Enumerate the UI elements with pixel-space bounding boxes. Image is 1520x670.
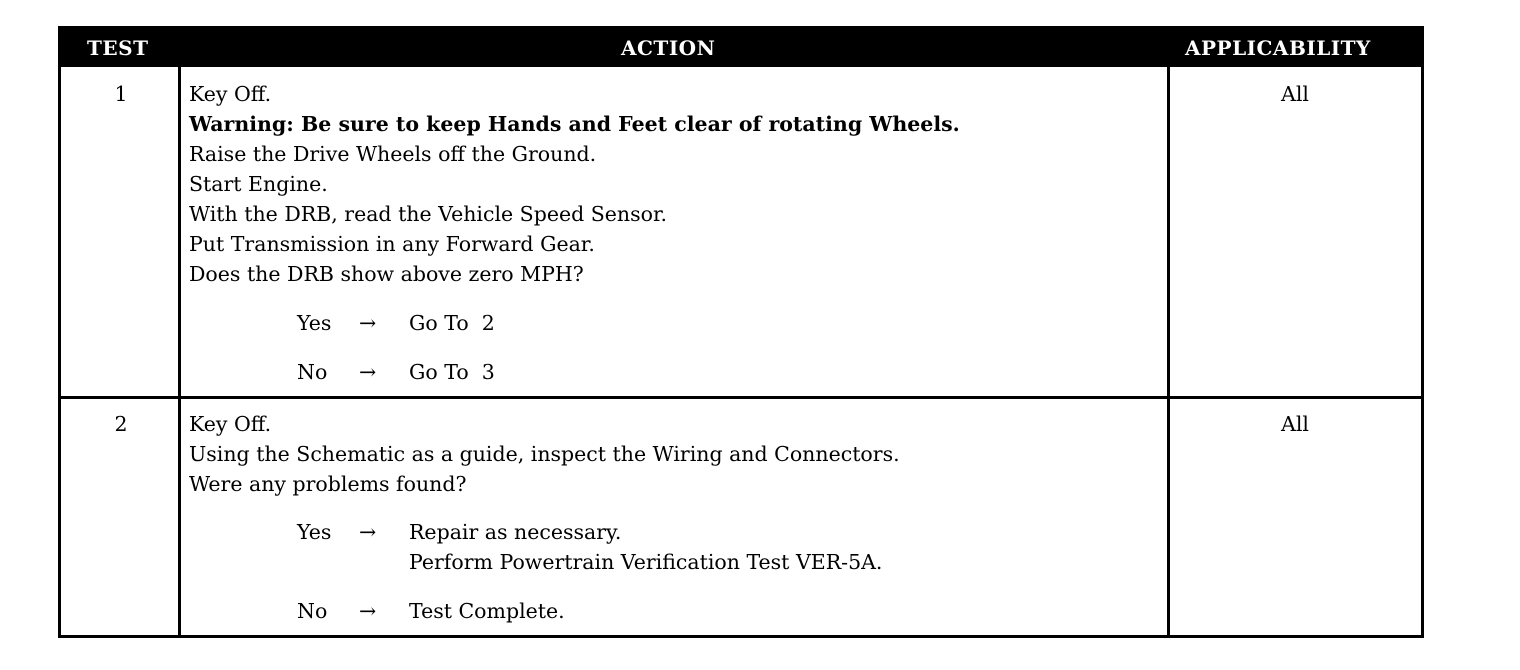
action-line: Key Off. bbox=[189, 82, 272, 106]
arrow-icon: → bbox=[359, 311, 377, 335]
action-line: Using the Schematic as a guide, inspect the Wiring and Connectors. bbox=[189, 442, 900, 466]
column-divider bbox=[178, 67, 181, 635]
action-line: With the DRB, read the Vehicle Speed Sensor. bbox=[189, 202, 668, 226]
yes-label: Yes bbox=[297, 520, 332, 544]
row-divider bbox=[61, 396, 1421, 399]
arrow-icon: → bbox=[359, 360, 377, 384]
column-divider bbox=[1167, 67, 1170, 635]
arrow-icon: → bbox=[359, 599, 377, 623]
applicability-value: All bbox=[1281, 412, 1309, 436]
yes-label: Yes bbox=[297, 311, 332, 335]
action-line: Raise the Drive Wheels off the Ground. bbox=[189, 142, 597, 166]
no-label: No bbox=[297, 360, 328, 384]
yes-result: Perform Powertrain Verification Test VER-5A. bbox=[409, 550, 883, 574]
no-result: Go To 3 bbox=[409, 360, 495, 384]
action-line: Start Engine. bbox=[189, 172, 328, 196]
action-line: Key Off. bbox=[189, 412, 272, 436]
action-text bbox=[189, 79, 1159, 289]
test-number: 1 bbox=[114, 82, 128, 106]
no-result: Test Complete. bbox=[409, 599, 565, 623]
action-line: Put Transmission in any Forward Gear. bbox=[189, 232, 595, 256]
table-header bbox=[61, 29, 1421, 67]
question-line: Does the DRB show above zero MPH? bbox=[189, 262, 584, 286]
test-table bbox=[58, 26, 1424, 638]
header-applicability: APPLICABILITY bbox=[1185, 36, 1371, 60]
yes-result: Repair as necessary. bbox=[409, 520, 622, 544]
action-text bbox=[189, 409, 1159, 499]
applicability-value: All bbox=[1281, 82, 1309, 106]
warning-line: Warning: Be sure to keep Hands and Feet clear of rotating Wheels. bbox=[189, 112, 960, 136]
arrow-icon: → bbox=[359, 520, 377, 544]
question-line: Were any problems found? bbox=[189, 472, 467, 496]
header-action: ACTION bbox=[621, 36, 716, 60]
yes-result: Go To 2 bbox=[409, 311, 495, 335]
no-label: No bbox=[297, 599, 328, 623]
header-test: TEST bbox=[87, 36, 149, 60]
test-number: 2 bbox=[114, 412, 128, 436]
